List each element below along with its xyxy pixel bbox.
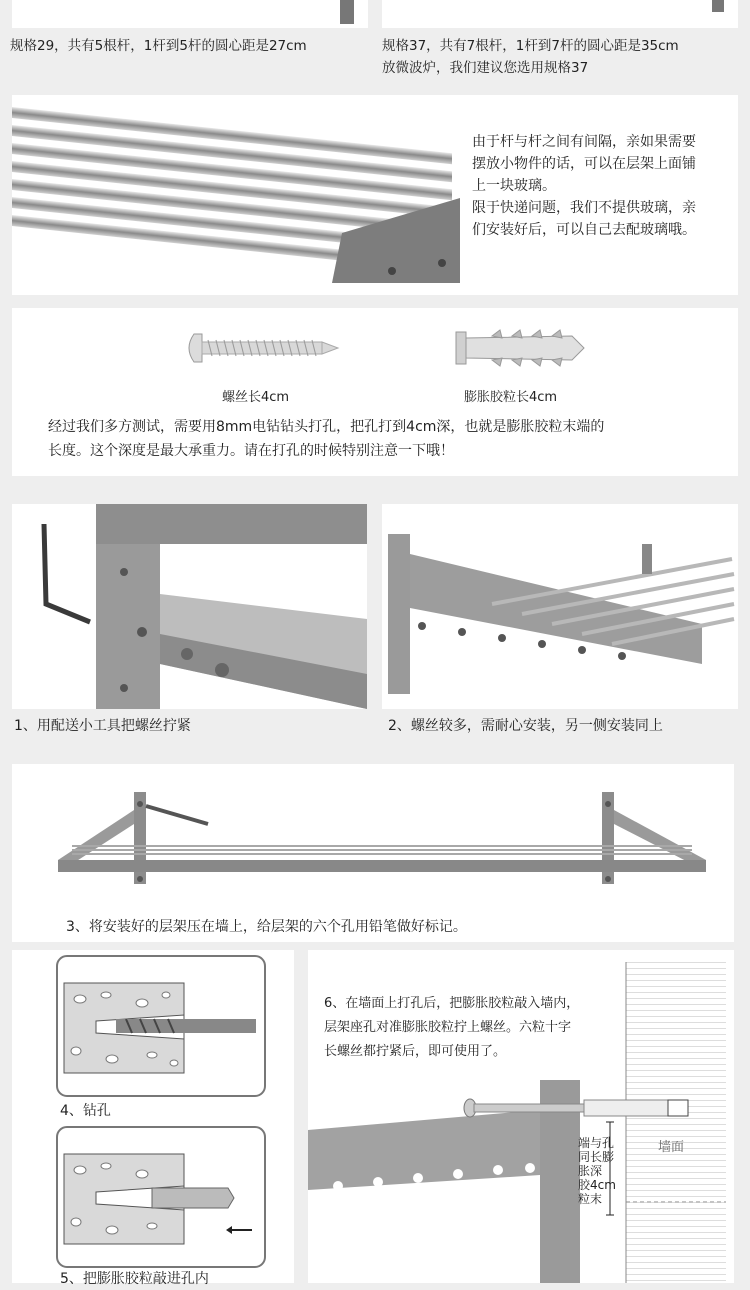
step6-line3: 长螺丝都拧紧后，即可使用了。: [324, 1044, 507, 1059]
step6-panel: [308, 950, 734, 1283]
glass-note-line5: 们安装好后，可以自己去配玻璃哦。: [472, 222, 696, 238]
step3-image: [12, 764, 734, 904]
glass-note-line2: 摆放小物件的话，可以在层架上面铺: [472, 156, 696, 172]
step4-caption: 4、钻孔: [60, 1103, 111, 1119]
depth-label-col5: 粒末: [578, 1192, 603, 1206]
glass-note-line3: 上一块玻璃。: [472, 178, 556, 194]
anchor-icon: [452, 326, 592, 370]
depth-label-col1: 端与孔: [578, 1136, 615, 1150]
step5-anchor-image: [56, 1126, 266, 1270]
glass-note-panel: [12, 95, 738, 295]
wall-label: 墙面: [658, 1140, 685, 1155]
step5-caption: 5、把膨胀胶粒敲进孔内: [60, 1271, 209, 1287]
screw-icon: [184, 328, 344, 368]
step3-panel: [12, 764, 734, 942]
drill-note-line2: 长度。这个深度是最大承重力。请在打孔的时候特别注意一下哦！: [48, 443, 454, 459]
top-image-right: [382, 0, 738, 28]
glass-note-line1: 由于杆与杆之间有间隔，亲如果需要: [472, 134, 696, 150]
drill-note-line1: 经过我们多方测试，需要用8mm电钻钻头打孔，把孔打到4cm深，也就是膨胀胶粒末端的: [48, 419, 605, 435]
hardware-panel: [12, 308, 738, 476]
step4-drill-image: [56, 955, 266, 1097]
step6-line2: 层架座孔对准膨胀胶粒拧上螺丝。六粒十字: [324, 1020, 572, 1035]
step1-image: [12, 504, 367, 709]
step6-wall-diagram: [308, 950, 734, 1283]
depth-label-col4: 胶4cm: [578, 1178, 616, 1192]
spec29-text: 规格29，共有5根杆，1杆到5杆的圆心距是27cm: [10, 38, 307, 54]
shelf-closeup-image: [12, 103, 460, 293]
step6-line1: 6、在墙面上打孔后，把膨胀胶粒敲入墙内，: [324, 996, 580, 1011]
step2-caption: 2、螺丝较多，需耐心安装，另一侧安装同上: [388, 718, 663, 734]
spec37-text-line2: 放微波炉，我们建议您选用规格37: [382, 60, 589, 76]
step3-caption: 3、将安装好的层架压在墙上，给层架的六个孔用铅笔做好标记。: [66, 919, 467, 935]
depth-label-col2: 同长膨: [578, 1150, 615, 1164]
step2-image: [382, 504, 738, 709]
depth-label: [578, 1136, 620, 1206]
spec37-text-line1: 规格37，共有7根杆，1杆到7杆的圆心距是35cm: [382, 38, 679, 54]
anchor-length-label: 膨胀胶粒长4cm: [464, 390, 558, 405]
top-image-left: [12, 0, 368, 28]
depth-label-col3: 胀深: [578, 1164, 603, 1178]
step1-caption: 1、用配送小工具把螺丝拧紧: [14, 718, 191, 734]
steps45-panel: [12, 950, 294, 1287]
screw-length-label: 螺丝长4cm: [222, 390, 290, 405]
glass-note-line4: 限于快递问题，我们不提供玻璃，亲: [472, 200, 696, 216]
